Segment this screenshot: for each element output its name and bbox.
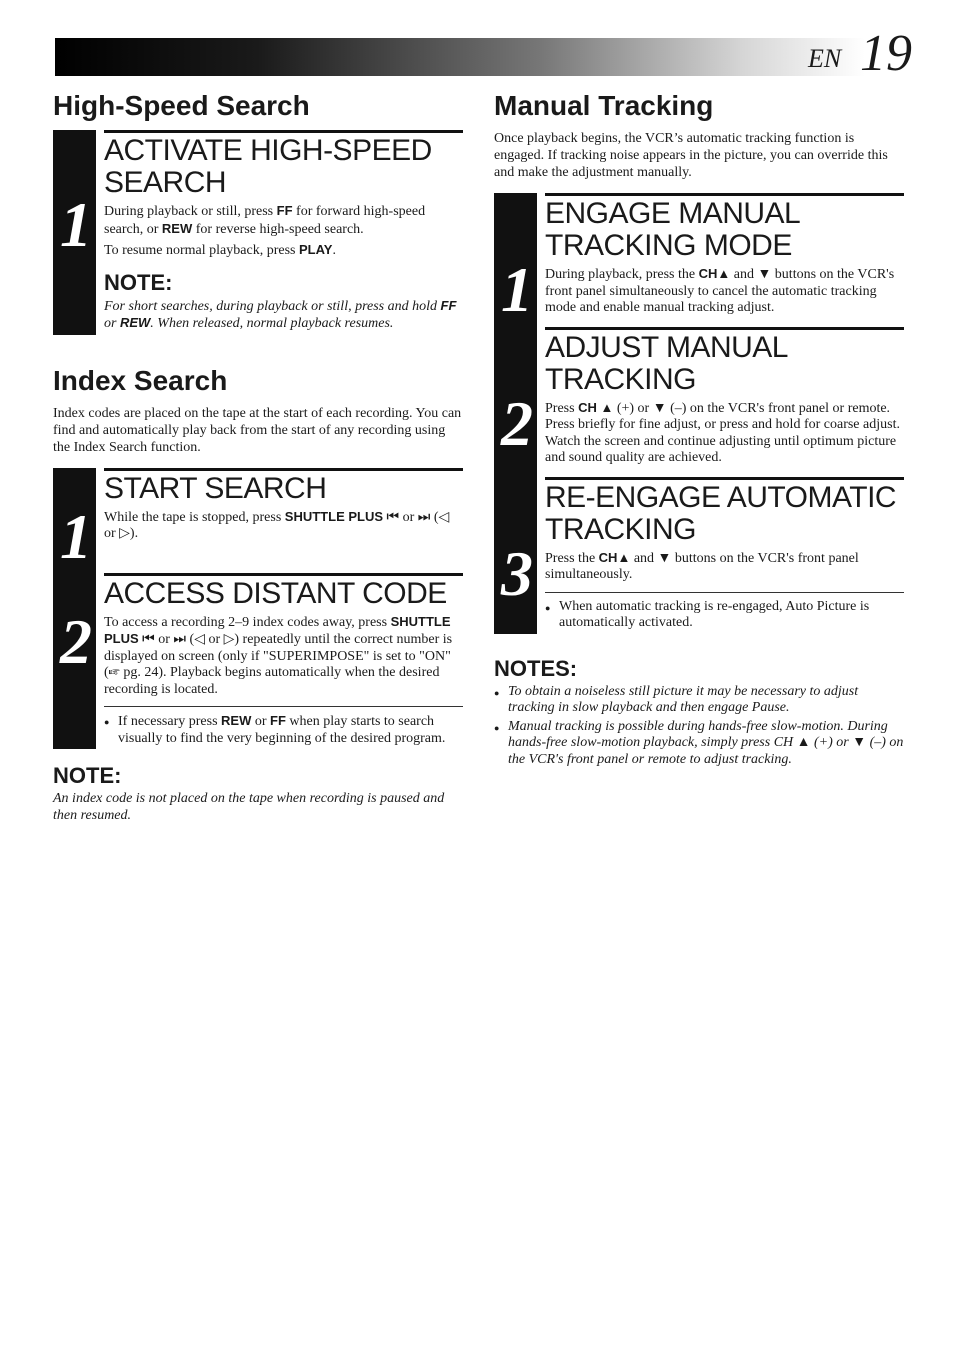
- left-column: [53, 88, 463, 824]
- step-title: RE-ENGAGE AUTOMATIC TRACKING: [545, 480, 897, 546]
- right-column: [494, 88, 904, 770]
- language-label: EN: [808, 44, 842, 73]
- step-reengage-automatic: [501, 477, 904, 632]
- step-number: 1: [60, 189, 92, 260]
- step-body: Press the CH▲ and ▼ buttons on the VCR's front panel simultaneously.: [545, 549, 859, 582]
- step-number: 1: [60, 500, 92, 572]
- step-body: While the tape is stopped, press SHUTTLE PLUS ⏮ or ⏭ (◁ or ▷).: [104, 508, 450, 541]
- step-number: 3: [501, 537, 533, 609]
- resume-text: To resume normal playback, press PLAY.: [104, 242, 336, 258]
- high-speed-steps: [53, 130, 463, 335]
- step-start-search: [60, 468, 463, 572]
- notes-heading: NOTES:: [494, 655, 578, 681]
- step-title: START SEARCH: [104, 471, 327, 505]
- manual-intro: Once playback begins, the VCR’s automatic tracking function is engaged. If tracking noise appears in the picture, you can override this and make the adjustment manually.: [494, 131, 888, 180]
- step-title: ACCESS DISTANT CODE: [104, 576, 447, 610]
- note-heading: NOTE:: [104, 269, 173, 295]
- index-note-text: An index code is not placed on the tape when recording is paused and then resumed.: [53, 791, 445, 823]
- bullet-text: ● When automatic tracking is re-engaged, Auto Picture is automatically activated.: [545, 599, 904, 632]
- step-number: 2: [501, 387, 533, 459]
- step-title: ENGAGE MANUAL TRACKING MODE: [545, 197, 800, 262]
- step-adjust-manual: [501, 327, 904, 467]
- divider: [545, 592, 904, 593]
- step-body: During playback or still, press FF for forward high-speed search, or REW for reverse high-speed search.: [104, 203, 426, 237]
- manual-tracking-title: Manual Tracking: [494, 90, 714, 121]
- header-bar: [55, 38, 865, 76]
- step-engage-manual: [501, 193, 904, 325]
- step-access-distant-code: [60, 573, 463, 748]
- bullet-text: ● If necessary press REW or FF when play starts to search visually to find the very beginning of the desired program.: [104, 713, 463, 747]
- step-body: To access a recording 2–9 index codes away, press SHUTTLE PLUS ⏮ or ⏭ (◁ or ▷) repeatedly until the correct number is displayed on screen (only if "SUPERIMPOSE" is set to "ON" (☞ pg. 24). Playback begins automatically when the desired recording is located.: [104, 613, 453, 697]
- step-number: 2: [60, 605, 92, 677]
- index-note-heading: NOTE:: [53, 763, 122, 788]
- index-intro: Index codes are placed on the tape at the start of each recording. You can find and automatically play back from the start of any recording using the Index Search function.: [53, 405, 462, 455]
- step-body: During playback, press the CH▲ and ▼ buttons on the VCR's front panel simultaneously to cancel the automatic tracking mode and enable manual tracking adjust.: [545, 266, 895, 315]
- step-activate-high-speed: [60, 130, 463, 335]
- note-item: ● To obtain a noiseless still picture it may be necessary to adjust tracking in slow playback and then engage Pause.: [494, 684, 904, 717]
- page-number: 19: [860, 25, 912, 82]
- index-search-title: Index Search: [53, 364, 228, 396]
- note-text: For short searches, during playback or still, press and hold FF or REW. When released, normal playback resumes.: [104, 297, 457, 331]
- step-body: Press CH ▲ (+) or ▼ (–) on the VCR's front panel or remote. Press briefly for fine adjust, or press and hold for coarse adjust. Watch the screen and continue adjusting until optimum picture and sound quality are achieved.: [545, 399, 900, 465]
- step-number: 1: [501, 254, 533, 325]
- step-title: ADJUST MANUAL TRACKING: [545, 330, 787, 396]
- manual-steps: [494, 193, 904, 634]
- step-title: ACTIVATE HIGH-SPEED SEARCH: [104, 134, 432, 199]
- index-steps: [53, 468, 463, 750]
- divider: [104, 706, 463, 707]
- note-item: ● Manual tracking is possible during hands-free slow-motion. During hands-free slow-motion playback, simply press CH ▲ (+) or ▼ (–) on the VCR's front panel or remote to adjust tracking.: [494, 719, 904, 769]
- high-speed-search-title: High-Speed Search: [53, 90, 310, 121]
